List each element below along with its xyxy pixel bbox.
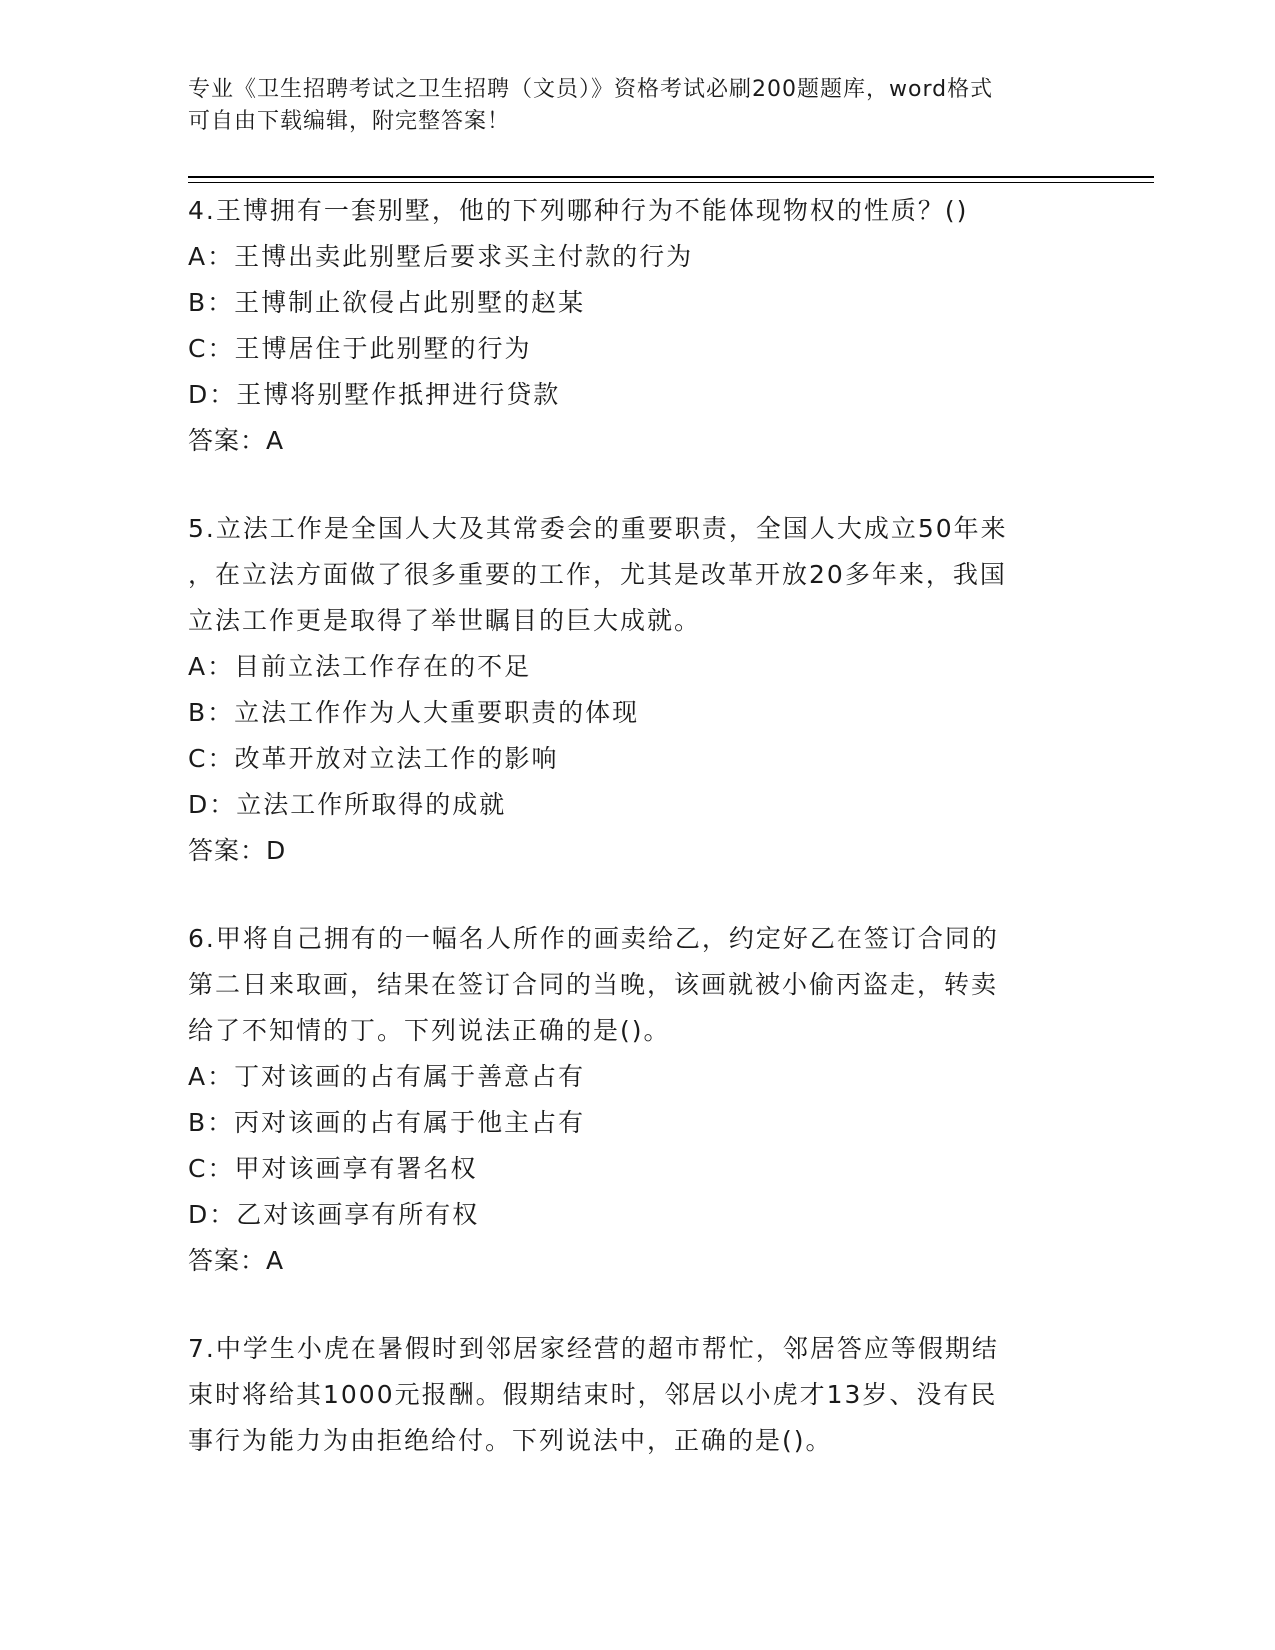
header-title-line-1: 专业《卫生招聘考试之卫生招聘（文员）》资格考试必刷200题题库，word格式	[188, 77, 994, 102]
question-stem: 7.中学生小虎在暑假时到邻居家经营的超市帮忙，邻居答应等假期结	[188, 1334, 999, 1363]
option-b: B：王博制止欲侵占此别墅的赵某	[188, 288, 586, 317]
question-stem: 5.立法工作是全国人大及其常委会的重要职责，全国人大成立50年来	[188, 514, 1008, 543]
option-c: C：甲对该画享有署名权	[188, 1154, 478, 1183]
question-list	[188, 188, 1128, 1464]
option-c: C：王博居住于此别墅的行为	[188, 334, 532, 363]
question-stem: 4.王博拥有一套别墅，他的下列哪种行为不能体现物权的性质？()	[188, 196, 969, 225]
document-header	[188, 74, 1088, 138]
question-stem: 第二日来取画，结果在签订合同的当晚，该画就被小偷丙盗走，转卖	[188, 970, 999, 999]
question-stem: 6.甲将自己拥有的一幅名人所作的画卖给乙，约定好乙在签订合同的	[188, 924, 999, 953]
option-d: D：立法工作所取得的成就	[188, 790, 507, 819]
option-d: D：王博将别墅作抵押进行贷款	[188, 380, 561, 409]
question-6	[188, 916, 1128, 1284]
option-b: B：丙对该画的占有属于他主占有	[188, 1108, 586, 1137]
question-stem: 束时将给其1000元报酬。假期结束时，邻居以小虎才13岁、没有民	[188, 1380, 998, 1409]
option-a: A：目前立法工作存在的不足	[188, 652, 532, 681]
option-b: B：立法工作作为人大重要职责的体现	[188, 698, 640, 727]
header-divider-thick	[188, 176, 1154, 178]
answer: 答案：D	[188, 836, 287, 865]
option-a: A：丁对该画的占有属于善意占有	[188, 1062, 586, 1091]
option-d: D：乙对该画享有所有权	[188, 1200, 480, 1229]
question-5	[188, 506, 1128, 874]
header-divider-thin	[188, 182, 1154, 183]
question-7	[188, 1326, 1128, 1464]
question-stem: ，在立法方面做了很多重要的工作，尤其是改革开放20多年来，我国	[188, 560, 1007, 589]
question-stem: 事行为能力为由拒绝给付。下列说法中，正确的是()。	[188, 1426, 833, 1455]
answer: 答案：A	[188, 1246, 285, 1275]
option-a: A：王博出卖此别墅后要求买主付款的行为	[188, 242, 694, 271]
question-stem: 给了不知情的丁。下列说法正确的是()。	[188, 1016, 671, 1045]
answer: 答案：A	[188, 426, 285, 455]
question-stem: 立法工作更是取得了举世瞩目的巨大成就。	[188, 606, 702, 635]
header-title-line-2: 可自由下载编辑，附完整答案！	[188, 109, 511, 134]
option-c: C：改革开放对立法工作的影响	[188, 744, 559, 773]
question-4	[188, 188, 1128, 464]
